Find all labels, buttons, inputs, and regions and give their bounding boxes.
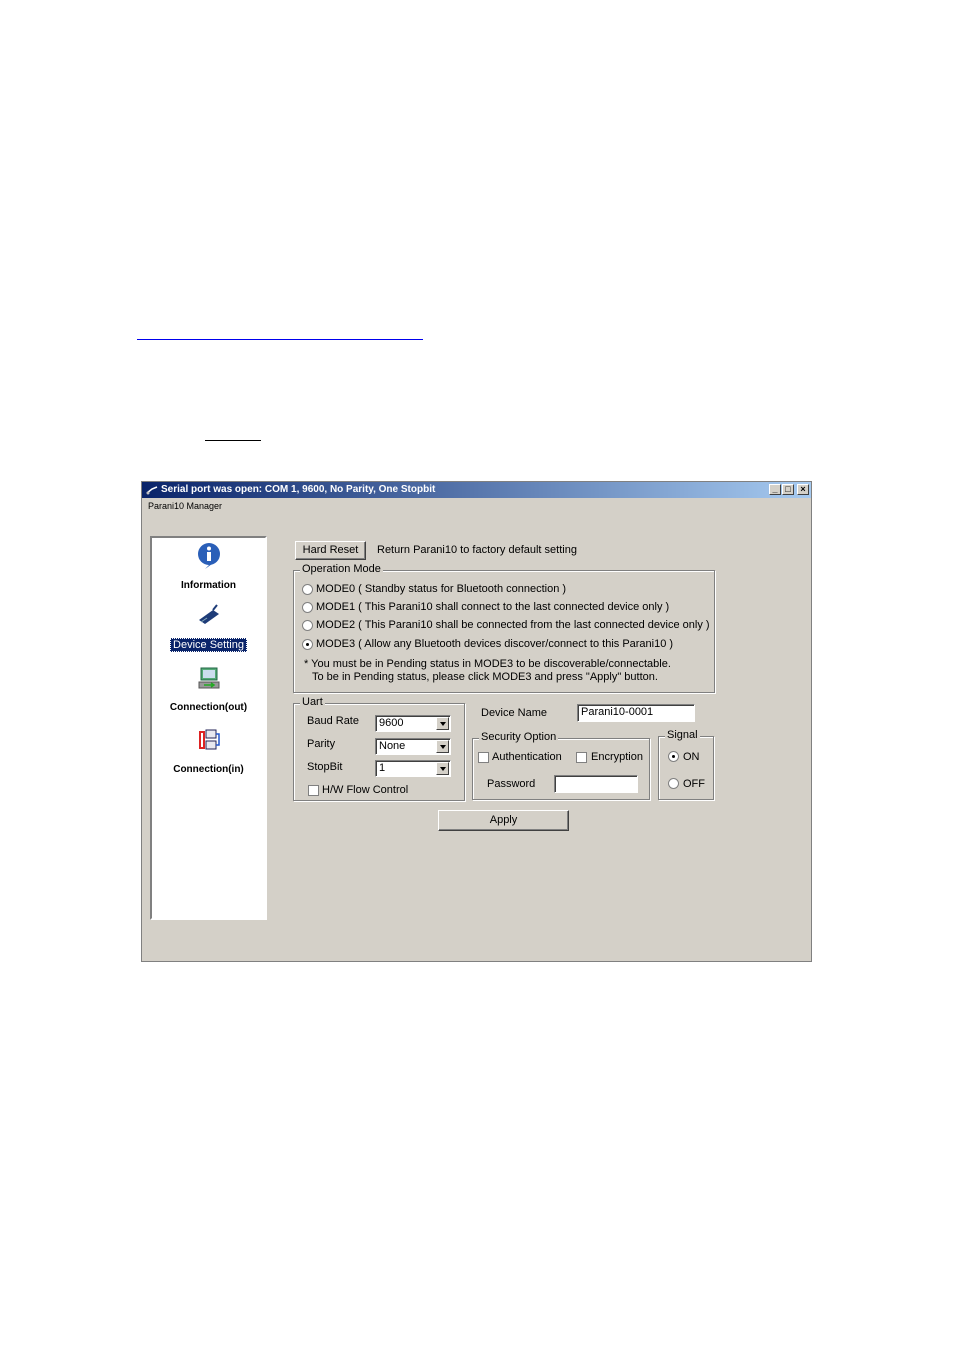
app-label: Parani10 Manager <box>148 501 223 511</box>
close-button[interactable]: × <box>797 484 809 495</box>
hard-reset-description: Return Parani10 to factory default setting <box>377 544 577 556</box>
connection-in-icon <box>195 726 223 754</box>
sidebar-item-label: Connection(in) <box>173 764 244 775</box>
parity-value: None <box>379 740 406 752</box>
stopbit-select[interactable] <box>375 760 451 777</box>
window-title: Serial port was open: COM 1, 9600, No Parity, One Stopbit <box>161 484 436 495</box>
mode0-label: MODE0 ( Standby status for Bluetooth connection ) <box>316 583 567 595</box>
mode-note-line1: * You must be in Pending status in MODE3 to be discoverable/connectable. <box>304 658 671 670</box>
mode-note-line2: To be in Pending status, please click MODE3 and press "Apply" button. <box>312 671 658 683</box>
document-underlined-text <box>205 434 261 441</box>
sidebar-item-connection-in[interactable] <box>152 726 265 777</box>
chevron-down-icon[interactable] <box>436 717 449 730</box>
signal-on-label: ON <box>683 751 700 763</box>
encryption-label: Encryption <box>591 751 643 763</box>
sidebar-item-device-setting[interactable] <box>152 602 265 653</box>
device-name-label: Device Name <box>481 707 548 719</box>
mode2-radio[interactable] <box>302 620 313 631</box>
authentication-label: Authentication <box>492 751 562 763</box>
mode2-label: MODE2 ( This Parani10 shall be connected from the last connected device only ) <box>316 619 710 631</box>
sidebar-item-label: Device Setting <box>170 638 247 652</box>
mode0-radio[interactable] <box>302 584 313 595</box>
sidebar <box>150 536 267 920</box>
signal-group <box>658 729 714 800</box>
security-option-legend: Security Option <box>481 731 557 743</box>
sidebar-item-connection-out[interactable] <box>152 664 265 715</box>
mode1-radio[interactable] <box>302 602 313 613</box>
app-icon <box>146 485 158 495</box>
baud-rate-select[interactable] <box>375 715 451 732</box>
apply-button[interactable]: Apply <box>438 810 569 831</box>
operation-mode-legend: Operation Mode <box>302 563 381 575</box>
flow-control-label: H/W Flow Control <box>322 784 409 796</box>
stopbit-label: StopBit <box>307 761 343 773</box>
baud-rate-label: Baud Rate <box>307 715 359 727</box>
connection-out-icon <box>195 664 223 692</box>
document-link-underline[interactable] <box>137 333 423 340</box>
sidebar-item-information[interactable] <box>152 542 265 593</box>
baud-rate-value: 9600 <box>379 717 404 729</box>
signal-on-radio[interactable] <box>668 751 679 762</box>
password-input[interactable] <box>554 775 638 793</box>
encryption-checkbox[interactable] <box>576 752 587 763</box>
mode1-label: MODE1 ( This Parani10 shall connect to the last connected device only ) <box>316 601 670 613</box>
title-bar[interactable] <box>142 482 811 498</box>
device-icon <box>195 602 223 630</box>
signal-legend: Signal <box>667 729 698 741</box>
mode3-label: MODE3 ( Allow any Bluetooth devices discover/connect to this Parani10 ) <box>316 638 674 650</box>
parity-label: Parity <box>307 738 336 750</box>
parity-select[interactable] <box>375 738 451 755</box>
sidebar-item-label: Connection(out) <box>169 702 248 713</box>
signal-off-radio[interactable] <box>668 778 679 789</box>
password-label: Password <box>487 778 536 790</box>
sidebar-item-label: Information <box>181 580 236 591</box>
uart-legend: Uart <box>302 696 323 708</box>
chevron-down-icon[interactable] <box>436 762 449 775</box>
info-icon <box>195 542 223 570</box>
stopbit-value: 1 <box>379 762 386 774</box>
minimize-button[interactable]: _ <box>769 484 781 495</box>
mode3-radio[interactable] <box>302 639 313 650</box>
chevron-down-icon[interactable] <box>436 740 449 753</box>
device-name-input[interactable]: Parani10-0001 <box>577 704 695 722</box>
parani10-manager-window <box>141 481 812 962</box>
maximize-button[interactable]: □ <box>782 484 794 495</box>
authentication-checkbox[interactable] <box>478 752 489 763</box>
flow-control-checkbox[interactable] <box>308 785 319 796</box>
signal-off-label: OFF <box>683 778 705 790</box>
hard-reset-button[interactable]: Hard Reset <box>295 541 366 560</box>
